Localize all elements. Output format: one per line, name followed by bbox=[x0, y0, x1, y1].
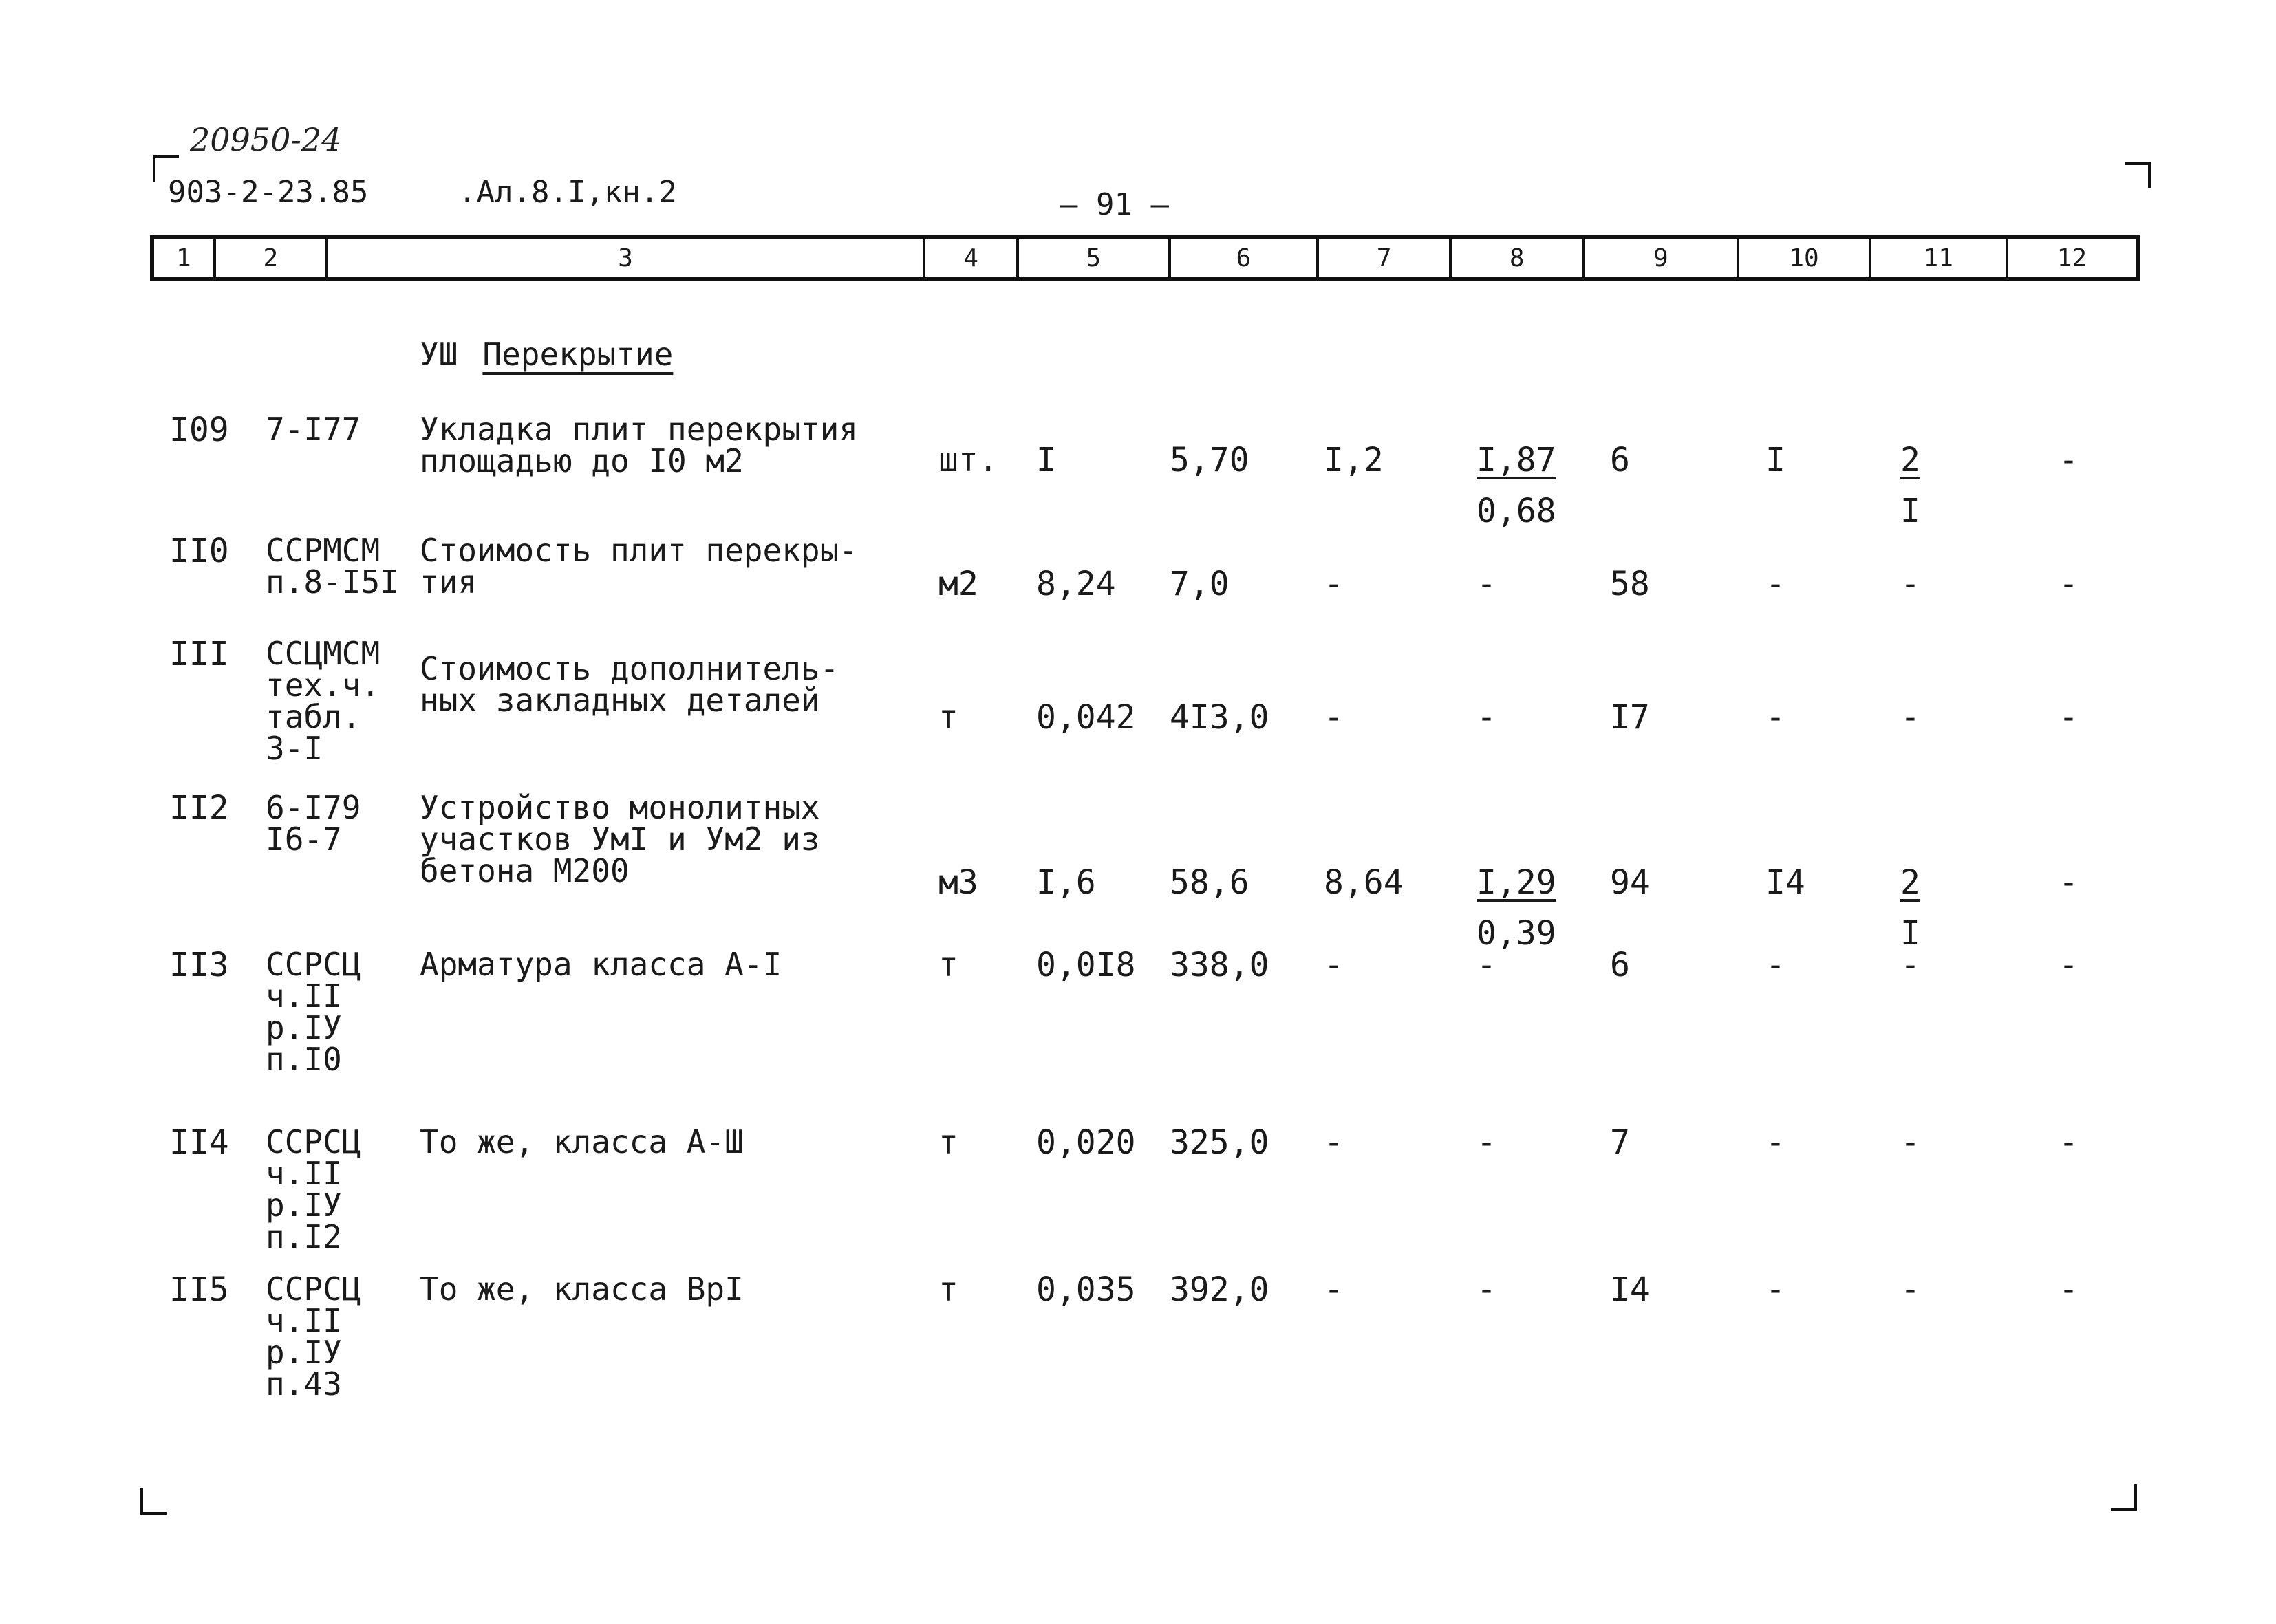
row-col9: 94 bbox=[1610, 863, 1650, 902]
corner-mark-top-right bbox=[2125, 162, 2151, 188]
row-col12: - bbox=[2059, 698, 2079, 737]
row-unit: м2 bbox=[938, 565, 978, 603]
section-name: Перекрытие bbox=[482, 336, 674, 373]
col-header-6: 6 bbox=[1171, 239, 1319, 277]
row-code-line: 3-I bbox=[266, 730, 323, 767]
page-number: — 91 — bbox=[1060, 187, 1169, 222]
row-unit: м3 bbox=[938, 863, 978, 902]
col-header-10: 10 bbox=[1739, 239, 1871, 277]
row-col8-bottom: 0,68 bbox=[1477, 492, 1556, 530]
row-col11-top: - bbox=[1900, 1123, 1920, 1162]
row-name-line: Устройство монолитных bbox=[420, 789, 820, 826]
row-col10: - bbox=[1765, 946, 1785, 984]
row-col12: - bbox=[2059, 441, 2079, 479]
row-col7: 8,64 bbox=[1324, 863, 1404, 902]
row-position: II0 bbox=[169, 532, 229, 570]
row-name-line: Стоимость дополнитель- bbox=[420, 650, 839, 687]
row-col8-top: - bbox=[1477, 565, 1496, 603]
row-col8-top: I,29 bbox=[1477, 863, 1556, 902]
col-header-9: 9 bbox=[1585, 239, 1739, 277]
row-name-line: ных закладных деталей bbox=[420, 682, 820, 719]
row-position: III bbox=[169, 635, 229, 673]
row-code-line: табл. bbox=[266, 698, 361, 735]
row-col11-top: - bbox=[1900, 698, 1920, 737]
row-col9: 58 bbox=[1610, 565, 1650, 603]
row-code-line: 6-I79 bbox=[266, 789, 361, 826]
row-code-line: ССРСЦ bbox=[266, 1270, 361, 1308]
row-col11-top: - bbox=[1900, 1270, 1920, 1309]
row-code-line: ч.II bbox=[266, 1155, 342, 1192]
row-name-line: площадью до I0 м2 bbox=[420, 442, 744, 479]
row-unit: шт. bbox=[938, 441, 998, 479]
row-unit-price: 5,70 bbox=[1170, 441, 1249, 479]
row-col8-top: - bbox=[1477, 946, 1496, 984]
row-unit-price: 58,6 bbox=[1170, 863, 1249, 902]
row-col9: 7 bbox=[1610, 1123, 1630, 1162]
column-header-band bbox=[150, 235, 2140, 281]
section-title bbox=[420, 336, 673, 373]
row-col9: I4 bbox=[1610, 1270, 1650, 1309]
row-name-line: тия bbox=[420, 563, 477, 600]
row-col12: - bbox=[2059, 1123, 2079, 1162]
row-col10: - bbox=[1765, 1270, 1785, 1309]
col-header-8: 8 bbox=[1452, 239, 1585, 277]
col-header-2: 2 bbox=[216, 239, 328, 277]
col-header-5: 5 bbox=[1019, 239, 1171, 277]
row-col11-top: - bbox=[1900, 565, 1920, 603]
row-code-line: ССРСЦ bbox=[266, 946, 361, 983]
row-code-line: ССЦМСМ bbox=[266, 635, 380, 672]
row-col7: - bbox=[1324, 565, 1344, 603]
row-col7: I,2 bbox=[1324, 441, 1384, 479]
row-code-line: п.I0 bbox=[266, 1041, 342, 1078]
row-quantity: I bbox=[1036, 441, 1056, 479]
row-quantity: 0,042 bbox=[1036, 698, 1136, 737]
row-col9: I7 bbox=[1610, 698, 1650, 737]
row-name-line: Арматура класса А-I bbox=[420, 946, 782, 983]
doc-code: 903-2-23.85 bbox=[168, 175, 369, 210]
row-col12: - bbox=[2059, 946, 2079, 984]
row-name-line: участков УмI и Ум2 из bbox=[420, 821, 820, 858]
col-header-11: 11 bbox=[1871, 239, 2008, 277]
corner-mark-bottom-right bbox=[2111, 1484, 2137, 1511]
row-col8-top: - bbox=[1477, 1270, 1496, 1309]
row-name-line: бетона М200 bbox=[420, 852, 630, 889]
row-name-line: Укладка плит перекрытия bbox=[420, 411, 858, 448]
row-code-line: ч.II bbox=[266, 977, 342, 1015]
row-col10: I bbox=[1765, 441, 1785, 479]
row-col7: - bbox=[1324, 1123, 1344, 1162]
row-code-line: ССРМСМ bbox=[266, 532, 380, 569]
row-col9: 6 bbox=[1610, 946, 1630, 984]
row-col9: 6 bbox=[1610, 441, 1630, 479]
row-quantity: 8,24 bbox=[1036, 565, 1116, 603]
row-col7: - bbox=[1324, 946, 1344, 984]
row-col8-top: - bbox=[1477, 1123, 1496, 1162]
row-code-line: р.IУ bbox=[266, 1187, 342, 1224]
section-number: УШ bbox=[420, 336, 458, 373]
row-quantity: 0,020 bbox=[1036, 1123, 1136, 1162]
row-code-line: р.IУ bbox=[266, 1009, 342, 1046]
row-quantity: 0,0I8 bbox=[1036, 946, 1136, 984]
row-code-line: ч.II bbox=[266, 1302, 342, 1339]
handwritten-number: 20950-24 bbox=[190, 121, 342, 158]
col-header-7: 7 bbox=[1319, 239, 1452, 277]
row-position: II2 bbox=[169, 789, 229, 827]
corner-mark-bottom-left bbox=[140, 1488, 167, 1515]
row-col10: I4 bbox=[1765, 863, 1805, 902]
row-code-line: п.43 bbox=[266, 1365, 342, 1403]
row-name-line: То же, класса ВрI bbox=[420, 1270, 744, 1308]
row-unit: т bbox=[938, 1270, 958, 1309]
doc-ref: .Ал.8.I,кн.2 bbox=[458, 175, 677, 210]
row-col10: - bbox=[1765, 1123, 1785, 1162]
row-col8-bottom: 0,39 bbox=[1477, 914, 1556, 953]
row-position: II3 bbox=[169, 946, 229, 984]
row-code-line: тех.ч. bbox=[266, 667, 380, 704]
row-col11-top: 2 bbox=[1900, 863, 1920, 902]
row-name-line: То же, класса А-Ш bbox=[420, 1123, 744, 1160]
row-position: I09 bbox=[169, 411, 229, 449]
col-header-3: 3 bbox=[328, 239, 925, 277]
row-unit-price: 7,0 bbox=[1170, 565, 1230, 603]
row-unit: т bbox=[938, 946, 958, 984]
row-code-line: I6-7 bbox=[266, 821, 342, 858]
row-name-line: Стоимость плит перекры- bbox=[420, 532, 858, 569]
row-unit-price: 392,0 bbox=[1170, 1270, 1269, 1309]
row-col11-bottom: I bbox=[1900, 914, 1920, 953]
row-position: II5 bbox=[169, 1270, 229, 1309]
row-col8-top: - bbox=[1477, 698, 1496, 737]
row-unit: т bbox=[938, 1123, 958, 1162]
row-code-line: 7-I77 bbox=[266, 411, 361, 448]
row-col11-top: - bbox=[1900, 946, 1920, 984]
col-header-4: 4 bbox=[925, 239, 1018, 277]
row-col12: - bbox=[2059, 1270, 2079, 1309]
row-quantity: 0,035 bbox=[1036, 1270, 1136, 1309]
row-position: II4 bbox=[169, 1123, 229, 1162]
col-header-12: 12 bbox=[2057, 243, 2087, 272]
row-unit-price: 325,0 bbox=[1170, 1123, 1269, 1162]
row-code-line: п.I2 bbox=[266, 1218, 342, 1255]
row-col12: - bbox=[2059, 565, 2079, 603]
row-col7: - bbox=[1324, 1270, 1344, 1309]
row-col10: - bbox=[1765, 698, 1785, 737]
col-header-1: 1 bbox=[154, 239, 216, 277]
row-col7: - bbox=[1324, 698, 1344, 737]
row-col12: - bbox=[2059, 863, 2079, 902]
row-quantity: I,6 bbox=[1036, 863, 1096, 902]
row-unit-price: 4I3,0 bbox=[1170, 698, 1269, 737]
row-code-line: ССРСЦ bbox=[266, 1123, 361, 1160]
row-code-line: р.IУ bbox=[266, 1334, 342, 1371]
row-unit-price: 338,0 bbox=[1170, 946, 1269, 984]
row-col8-top: I,87 bbox=[1477, 441, 1556, 479]
row-col11-bottom: I bbox=[1900, 492, 1920, 530]
row-unit: т bbox=[938, 698, 958, 737]
row-code-line: п.8-I5I bbox=[266, 563, 399, 600]
row-col10: - bbox=[1765, 565, 1785, 603]
row-col11-top: 2 bbox=[1900, 441, 1920, 479]
